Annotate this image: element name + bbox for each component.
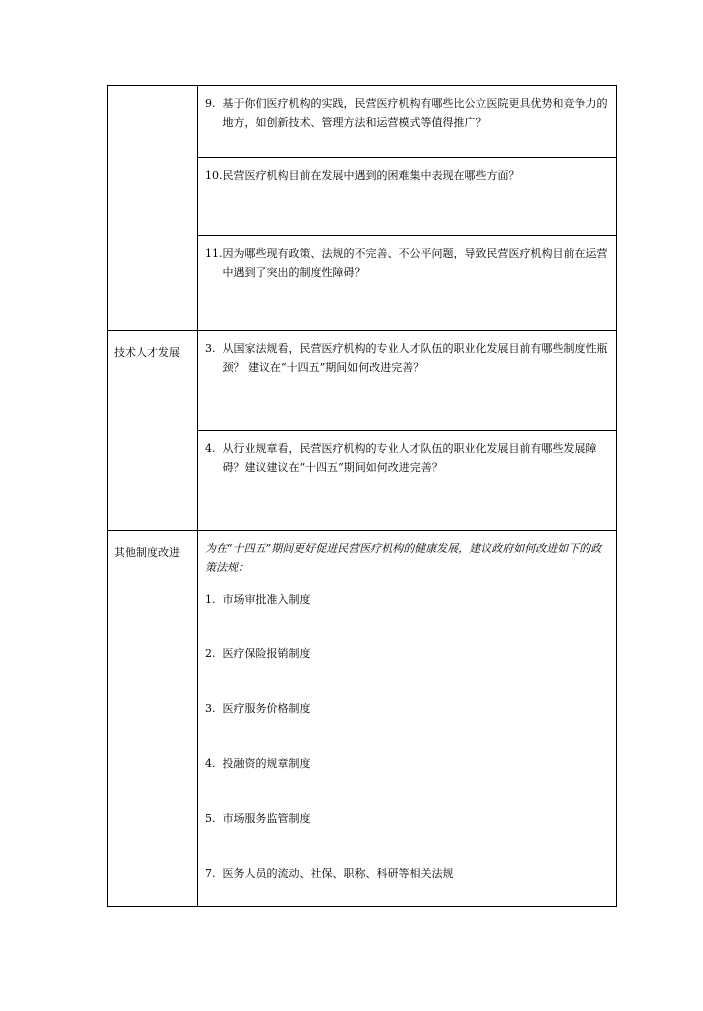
question-number: 11.: [205, 247, 223, 260]
question-number: 4.: [205, 442, 223, 455]
question-text: 因为哪些现有政策、法规的不完善、不公平问题，导致民营医疗机构目前在运营中遇到了突出的制度性障碍？: [222, 247, 608, 279]
question-text: 基于你们医疗机构的实践，民营医疗机构有哪些比公立医院更具优势和竞争力的地方，如创新技术、管理方法和运营模式等值得推广？: [222, 97, 608, 129]
policy-item: 1. 市场审批准入制度: [205, 593, 311, 606]
survey-table: [107, 85, 617, 907]
question-cell-10: [198, 158, 617, 236]
category-talent-development: 技术人才发展: [108, 331, 198, 531]
table-row: [108, 86, 617, 158]
policy-cell: [198, 531, 617, 907]
policy-item: 5. 市场服务监管制度: [205, 812, 311, 825]
question-cell-talent-3: [198, 331, 617, 431]
policy-item: 4. 投融资的规章制度: [205, 757, 311, 770]
category-other-institutional: 其他制度改进: [108, 531, 198, 907]
policy-item: 7. 医务人员的流动、社保、职称、科研等相关法规: [205, 867, 454, 880]
question-text: 从国家法规看，民营医疗机构的专业人才队伍的职业化发展目前有哪些制度性瓶颈？ 建议在“十四五”期间如何改进完善？: [222, 342, 608, 374]
question-number: 3.: [205, 342, 223, 355]
question-text: 从行业规章看，民营医疗机构的专业人才队伍的职业化发展目前有哪些发展障碍？建议建议在“十四五”期间如何改进完善？: [222, 442, 597, 474]
question-text: 民营医疗机构目前在发展中遇到的困难集中表现在哪些方面？: [222, 169, 520, 182]
question-number: 9.: [205, 97, 223, 110]
question-cell-9: [198, 86, 617, 158]
table-row: [108, 531, 617, 907]
question-cell-talent-4: [198, 431, 617, 531]
table-row: [108, 331, 617, 431]
category-cell-empty: [108, 86, 198, 331]
policy-item: 2. 医疗保险报销制度: [205, 647, 311, 660]
question-number: 10.: [205, 169, 223, 182]
question-cell-11: [198, 236, 617, 331]
policy-intro: 为在“十四五”期间更好促进民营医疗机构的健康发展，建议政府如何改进如下的政策法规：: [205, 542, 602, 574]
policy-item: 3. 医疗服务价格制度: [205, 702, 311, 715]
